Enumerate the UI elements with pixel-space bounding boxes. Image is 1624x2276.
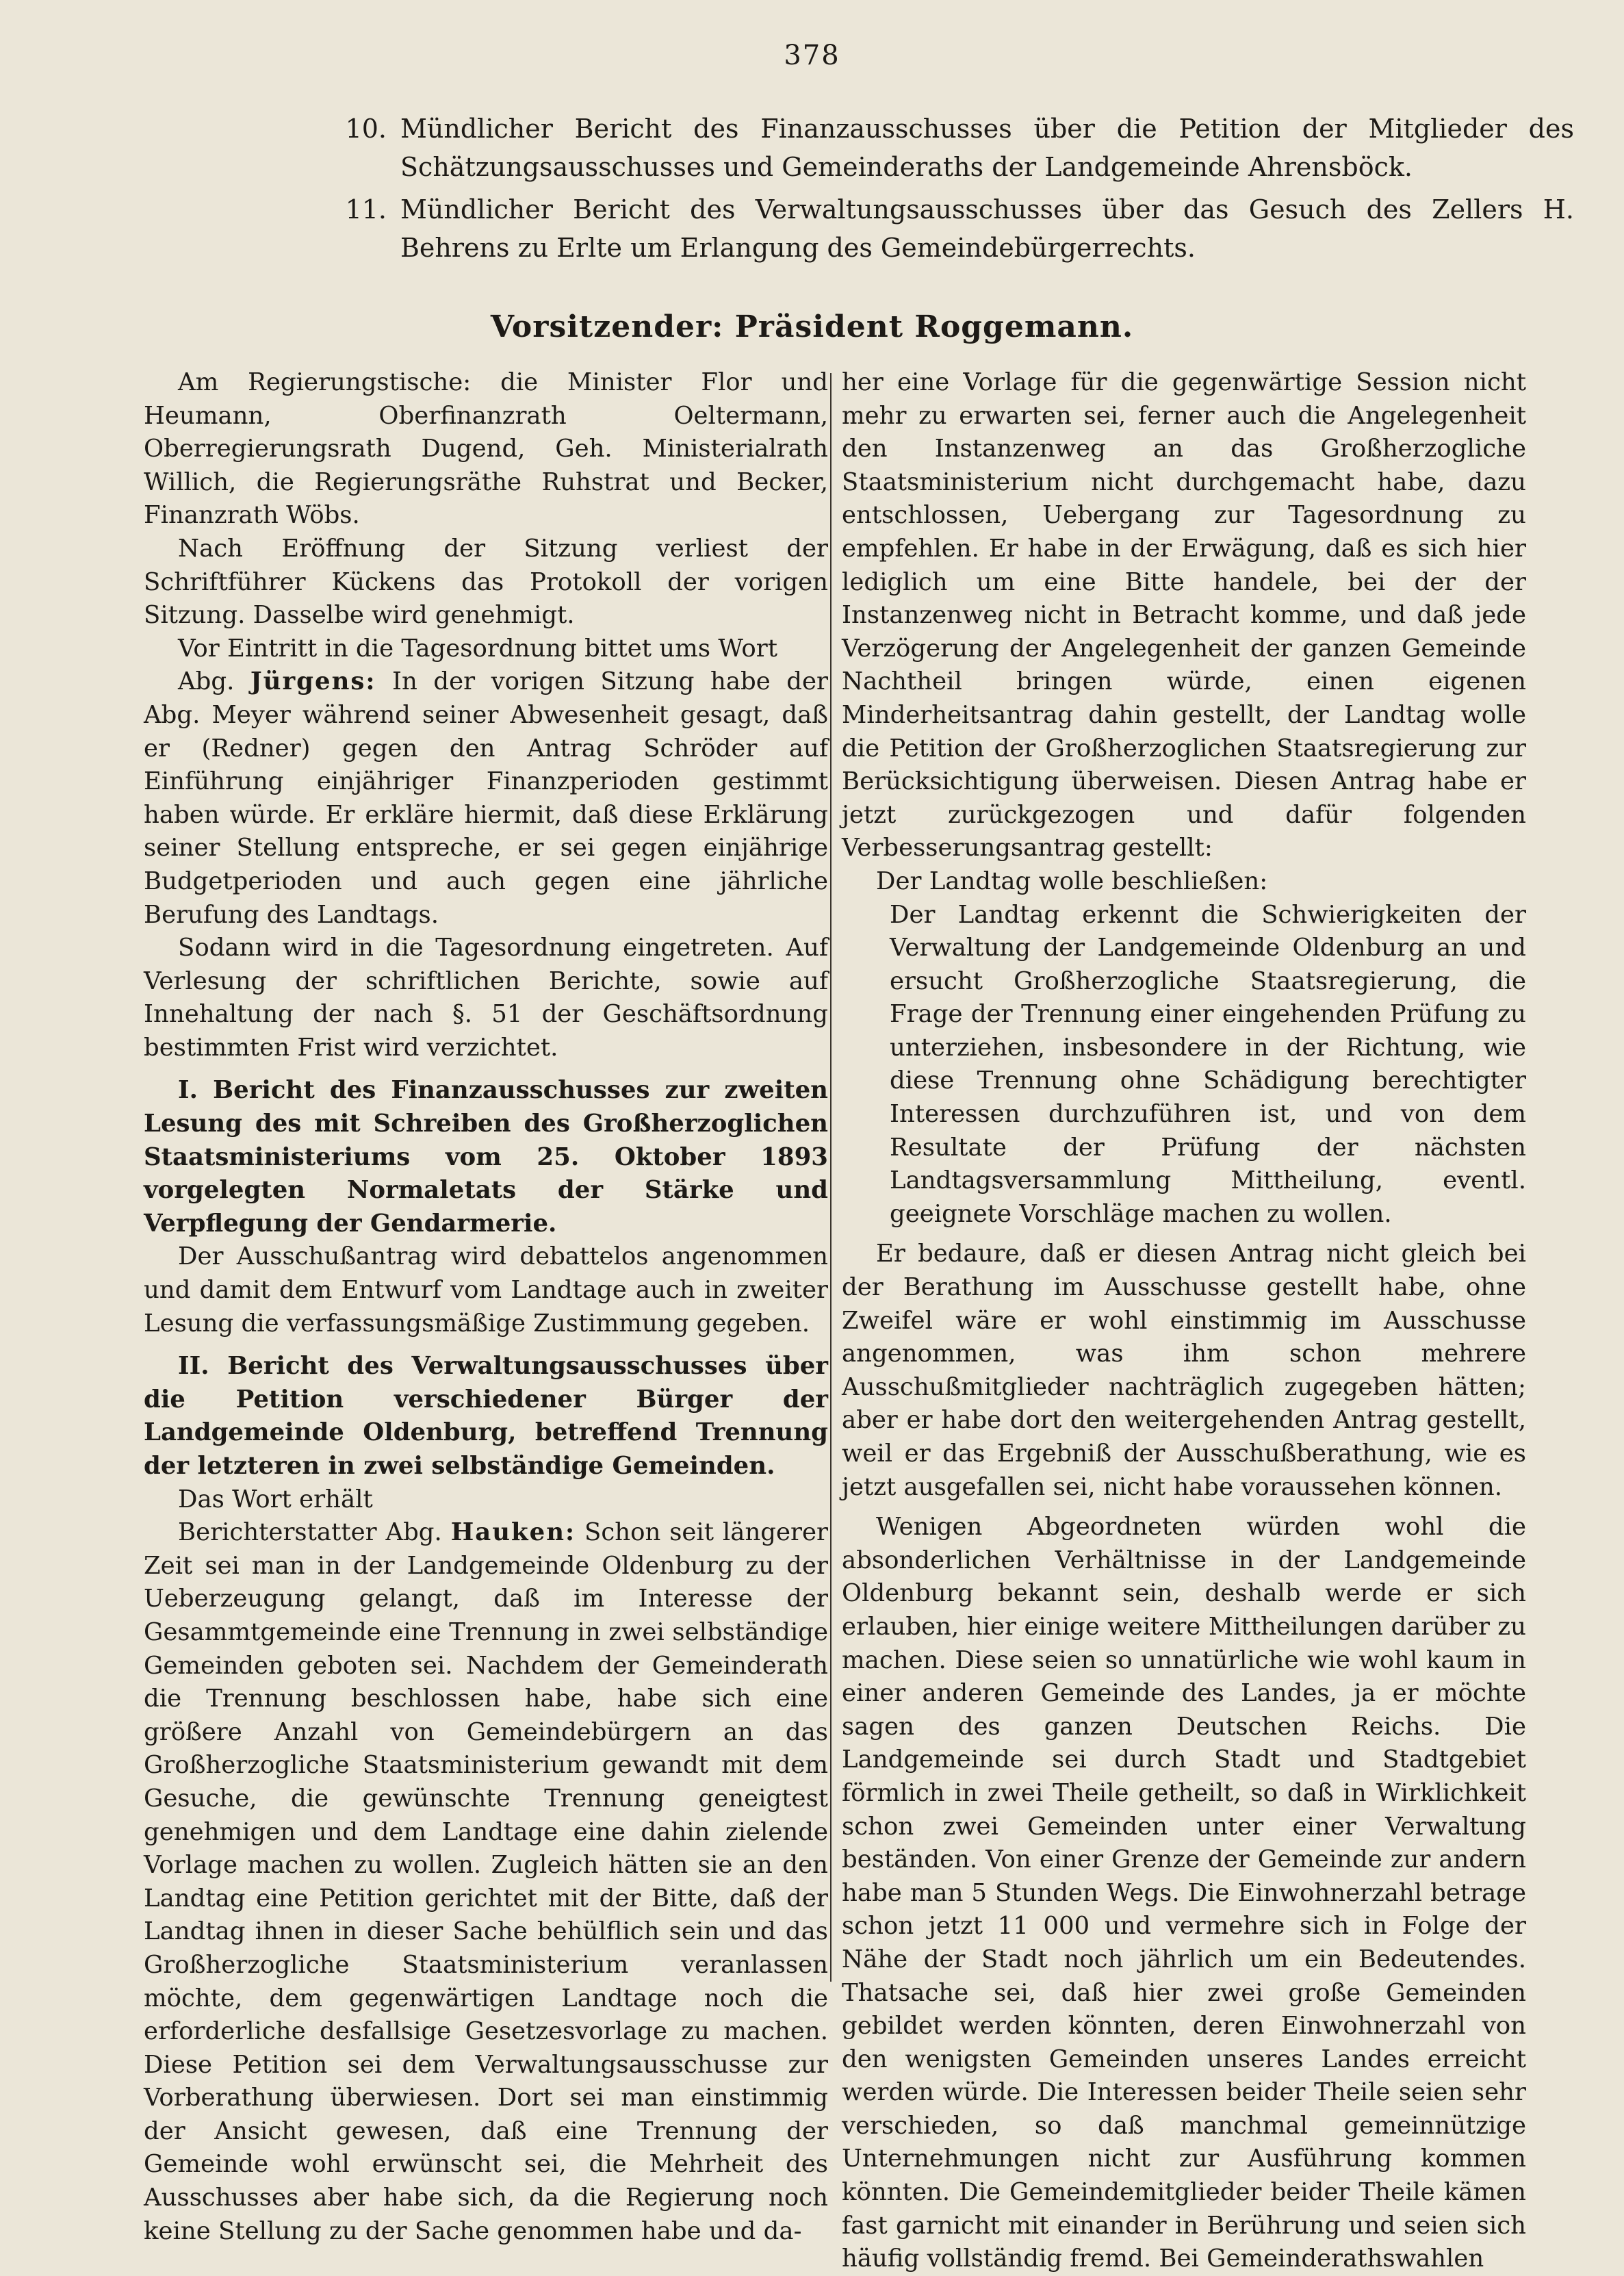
speech-continuation: her eine Vorlage für die gegenwärtige Session nicht mehr zu erwarten sei, ferner auch die Angelegenheit den Instanzenweg an das Großherzogliche Staatsministerium nicht durchgemacht habe, dazu entschlossen, Uebergang zur Tagesordnung zu empfehlen. Er habe in der Erwägung, daß es sich hier lediglich um eine Bitte handele, bei der der Instanzenweg nicht in Betracht komme, und daß jede Verzögerung der Angelegenheit der ganzen Gemeinde Nachtheil bringen würde, einen eigenen Minderheitsantrag dahin gestellt, der Landtag wolle die Petition der Großherzoglichen Staatsregierung zur Berücksichtigung überweisen. Diesen Antrag habe er jetzt zurückgezogen und dafür folgenden Verbesserungsantrag gestellt: [842, 368, 1526, 862]
resolution-paragraph: Der Ausschußantrag wird debattelos angenommen und damit dem Entwurf vom Landtage auch in zweiter Lesung die verfassungsmäßige Zustimmung gegeben. [144, 1242, 828, 1338]
motion-text: Der Landtag erkennt die Schwierigkeiten der Verwaltung der Landgemeinde Oldenburg an und ersucht Großherzogliche Staatsregierung, die Frage der Trennung einer eingehenden Prüfung zu unterziehen, insbesondere in der Richtung, wie diese Trennung ohne Schädigung berechtigter Interessen durchzuführen ist, und von dem Resultate der Prüfung der nächsten Landtagsversammlung Mittheilung, eventl. geeignete Vorschläge machen zu wollen. [890, 900, 1526, 1228]
agenda-opening-paragraph: Sodann wird in die Tagesordnung eingetreten. Auf Verlesung der schriftlichen Berichte, sowie auf Innehaltung der nach §. 51 der Geschäftsordnung bestimmten Frist wird verzichtet. [144, 934, 828, 1062]
speech-text: Schon seit längerer Zeit sei man in der Landgemeinde Oldenburg zu der Ueberzeugung gelangt, daß im Interesse der Gesammtgemeinde eine Trennung in zwei selbständige Gemeinden geboten sei. Nachdem der Gemeinderath die Trennung beschlossen habe, habe sich eine größere Anzahl von Gemeindebürgern an das Großherzogliche Staatsministerium gewandt mit dem Gesuche, die gewünschte Trennung geneigtest genehmigen und dem Landtage eine dahin zielende Vorlage machen zu wollen. Zugleich hätten sie an den Landtag eine Petition gerichtet mit der Bitte, daß der Landtag ihnen in dieser Sache behülflich sein und das Großherzogliche Staatsministerium veranlassen möchte, dem gegenwärtigen Landtage noch die erforderliche desfallsige Gesetzesvorlage zu machen. Diese Petition sei dem Verwaltungsausschusse zur Vorberathung überwiesen. Dort sei man einstimmig der Ansicht gewesen, daß eine Trennung der Gemeinde wohl erwünscht sei, die Mehrheit des Ausschusses aber habe sich, da die Regierung noch keine Stellung zu der Sache genommen habe und da- [144, 1518, 828, 2245]
agenda-item-text: Mündlicher Bericht des Finanzausschusses über die Petition der Mitglieder des Schätzungsausschusses und Gemeinderaths der Landgemeinde Ahrensböck. [400, 114, 1574, 182]
speech-juergens [144, 665, 828, 932]
speaker-name: Hauken: [450, 1518, 576, 1547]
agenda-item-number: 11. [345, 194, 387, 225]
column-divider [830, 373, 832, 1982]
agenda-list [322, 110, 1574, 271]
agenda-item-number: 10. [345, 114, 387, 144]
speech-hauken [144, 1516, 828, 2248]
regret-paragraph: Er bedaure, daß er diesen Antrag nicht gleich bei der Berathung im Ausschusse gestellt habe, ohne Zweifel wäre er wohl einstimmig im Ausschusse angenommen, was ihm schon mehrere Ausschußmitglieder nachträglich zugegeben hätten; aber er habe dort den weitergehenden Antrag gestellt, weil er das Ergebniß der Ausschußberathung, wie es jetzt ausgefallen sei, nicht habe voraussehen können. [842, 1240, 1526, 1501]
request-to-speak-paragraph: Vor Eintritt in die Tagesordnung bittet ums Wort [178, 634, 778, 663]
agenda-item [322, 190, 1574, 267]
speaker-prefix: Abg. [178, 667, 235, 696]
left-column [144, 366, 828, 2248]
speaker-name: Jürgens: [250, 667, 376, 696]
government-bench-paragraph: Am Regierungstische: die Minister Flor und Heumann, Oberfinanzrath Oeltermann, Oberregierungsrath Dugend, Geh. Ministerialrath Willich, die Regierungsräthe Ruhstrat und Becker, Finanzrath Wöbs. [144, 368, 828, 530]
circumstances-paragraph: Wenigen Abgeordneten würden wohl die absonderlichen Verhältnisse in der Landgemeinde Oldenburg bekannt sein, deshalb werde er sich erlauben, hier einige weitere Mittheilungen darüber zu machen. Diese seien so unnatürliche wie wohl kaum in einer anderen Gemeinde des Landes, ja er möchte sagen des ganzen Deutschen Reichs. Die Landgemeinde sei durch Stadt und Stadtgebiet förmlich in zwei Theile getheilt, so daß in Wirklichkeit schon zwei Gemeinden unter einer Verwaltung beständen. Von einer Grenze der Gemeinde zur andern habe man 5 Stunden Wegs. Die Einwohnerzahl betrage schon jetzt 11 000 und vermehre sich in Folge der Nähe der Stadt noch jährlich um ein Bedeutendes. Thatsache sei, daß hier zwei große Gemeinden gebildet werden könnten, deren Einwohnerzahl von den wenigsten Gemeinden unseres Landes erreicht werden würde. Die Interessen beider Theile seien sehr verschieden, so daß manchmal gemeinnützige Unternehmungen nicht zur Ausführung kommen könnten. Die Gemeindemitglieder beider Theile kämen fast garnicht mit einander in Berührung und seien sich häufig vollständig fremd. Bei Gemeinderathswahlen [842, 1513, 1526, 2273]
motion-intro: Der Landtag wolle beschließen: [876, 867, 1268, 895]
protocol-paragraph: Nach Eröffnung der Sitzung verliest der Schriftführer Kückens das Protokoll der vorigen Sitzung. Dasselbe wird genehmigt. [144, 534, 828, 630]
section-heading-i: I. Bericht des Finanzausschusses zur zweiten Lesung des mit Schreiben des Großherzoglichen Staatsministeriums vom 25. Oktober 1893 vorgelegten Normaletats der Stärke und Verpflegung der Gendarmerie. [144, 1076, 828, 1238]
speaker-prefix: Berichterstatter Abg. [178, 1518, 442, 1547]
floor-given-paragraph: Das Wort erhält [178, 1485, 373, 1513]
speech-text: In der vorigen Sitzung habe der Abg. Meyer während seiner Abwesenheit gesagt, daß er (Redner) gegen den Antrag Schröder auf Einführung einjähriger Finanzperioden gestimmt haben würde. Er erkläre hiermit, daß diese Erklärung seiner Stellung entspreche, er sei gegen einjährige Budgetperioden und auch gegen eine jährliche Berufung des Landtags. [144, 667, 828, 929]
page-number: 378 [784, 40, 840, 71]
agenda-item-text: Mündlicher Bericht des Verwaltungsausschusses über das Gesuch des Zellers H. Behrens zu Erlte um Erlangung des Gemeindebürgerrechts. [400, 194, 1574, 263]
right-column [842, 366, 1526, 2276]
section-heading-ii: II. Bericht des Verwaltungsausschusses über die Petition verschiedener Bürger der Landgemeinde Oldenburg, betreffend Trennung der letzteren in zwei selbständige Gemeinden. [144, 1352, 828, 1480]
chair-heading: Vorsitzender: Präsident Roggemann. [490, 309, 1134, 344]
agenda-item [322, 110, 1574, 186]
